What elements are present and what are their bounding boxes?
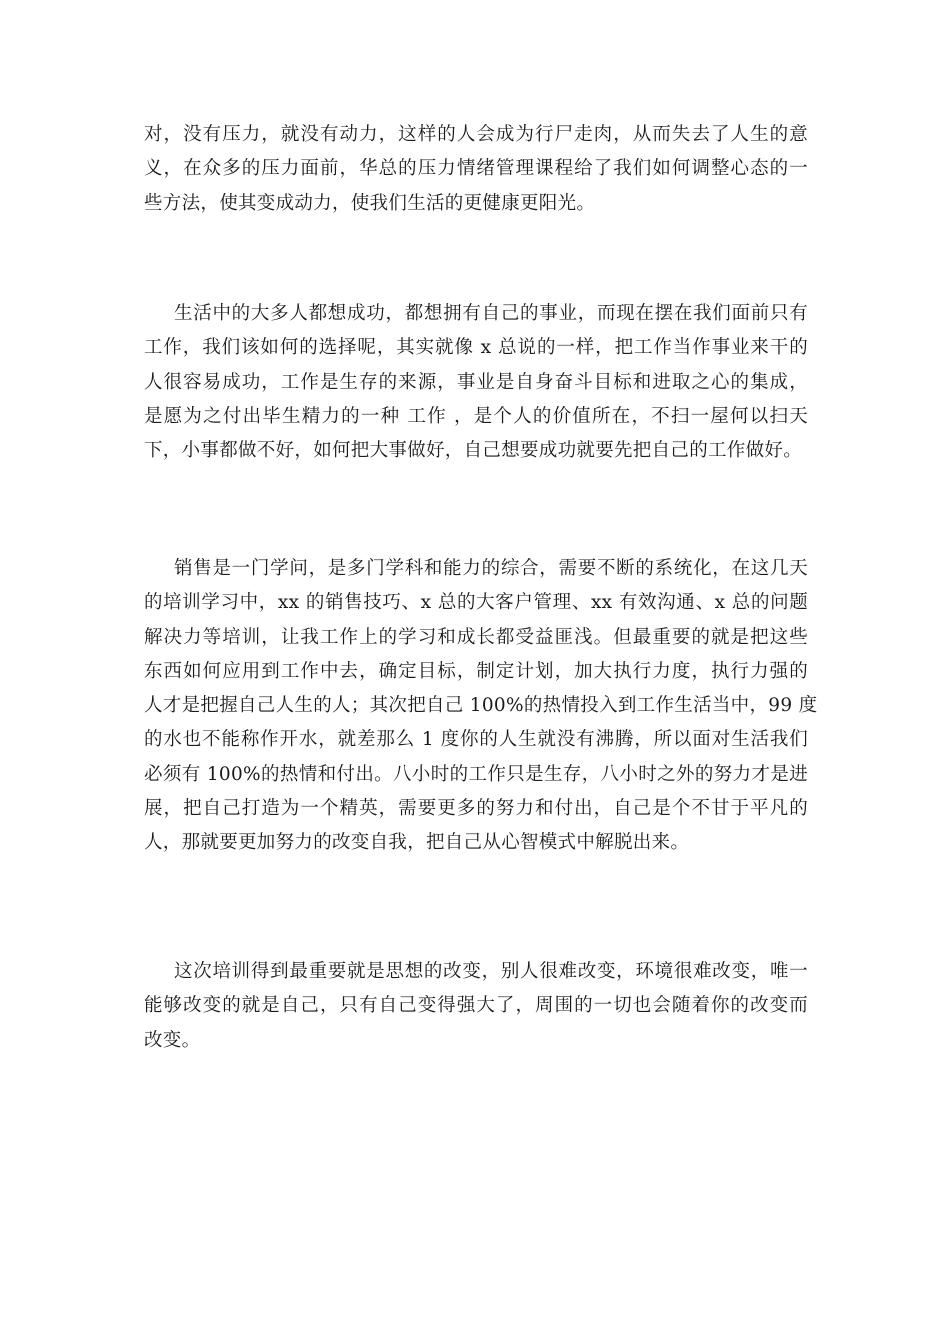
paragraph-1 (144, 118, 808, 221)
paragraph-line: 义，在众多的压力面前，华总的压力情绪管理课程给了我们如何调整心态的一 (144, 158, 808, 180)
paragraph-line: 下，小事都做不好，如何把大事做好，自己想要成功就要先把自己的工作做好。 (144, 440, 803, 462)
paragraph-line: 人才是把握自己人生的人；其次把自己 100%的热情投入到工作生活当中，99 度 (144, 695, 818, 717)
paragraph-line: 生活中的大多人都想成功，都想拥有自己的事业，而现在摆在我们面前只有 (174, 303, 808, 324)
paragraph-line: 人很容易成功，工作是生存的来源，事业是自身奋斗目标和进取之心的集成， (144, 371, 808, 393)
paragraph-line: 人，那就要更加努力的改变自我，把自己从心智模式中解脱出来。 (144, 832, 690, 854)
paragraph-line: 对，没有压力，就没有动力，这样的人会成为行尸走肉，从而失去了人生的意 (144, 124, 808, 145)
paragraph-line: 东西如何应用到工作中去，确定目标，制定计划，加大执行力度，执行力强的 (144, 660, 808, 682)
paragraph-line: 必须有 100%的热情和付出。八小时的工作只是生存，八小时之外的努力才是进 (144, 763, 808, 785)
paragraph-line: 工作，我们该如何的选择呢，其实就像 x 总说的一样，把工作当作事业来干的 (144, 337, 808, 359)
paragraph-line: 的培训学习中，xx 的销售技巧、x 总的大客户管理、xx 有效沟通、x 总的问题 (144, 592, 808, 614)
paragraph-line: 改变。 (144, 1029, 201, 1051)
paragraph-line: 些方法，使其变成动力，使我们生活的更健康更阳光。 (144, 192, 596, 214)
paragraph-line: 的水也不能称作开水，就差那么 1 度你的人生就没有沸腾，所以面对生活我们 (144, 729, 808, 751)
paragraph-4 (144, 955, 808, 1058)
paragraph-line: 是愿为之付出毕生精力的一种 工作 ，是个人的价值所在，不扫一屋何以扫天 (144, 405, 808, 427)
paragraph-line: 这次培训得到最重要就是思想的改变，别人很难改变，环境很难改变，唯一 (174, 961, 808, 982)
paragraph-3 (144, 552, 818, 861)
paragraph-line: 能够改变的就是自己，只有自己变得强大了，周围的一切也会随着你的改变而 (144, 995, 808, 1017)
paragraph-line: 销售是一门学问，是多门学科和能力的综合，需要不断的系统化，在这几天 (174, 558, 808, 579)
paragraph-line: 展，把自己打造为一个精英，需要更多的努力和付出，自己是个不甘于平凡的 (144, 798, 808, 820)
paragraph-2 (144, 297, 808, 468)
paragraph-line: 解决力等培训，让我工作上的学习和成长都受益匪浅。但最重要的就是把这些 (144, 626, 808, 648)
